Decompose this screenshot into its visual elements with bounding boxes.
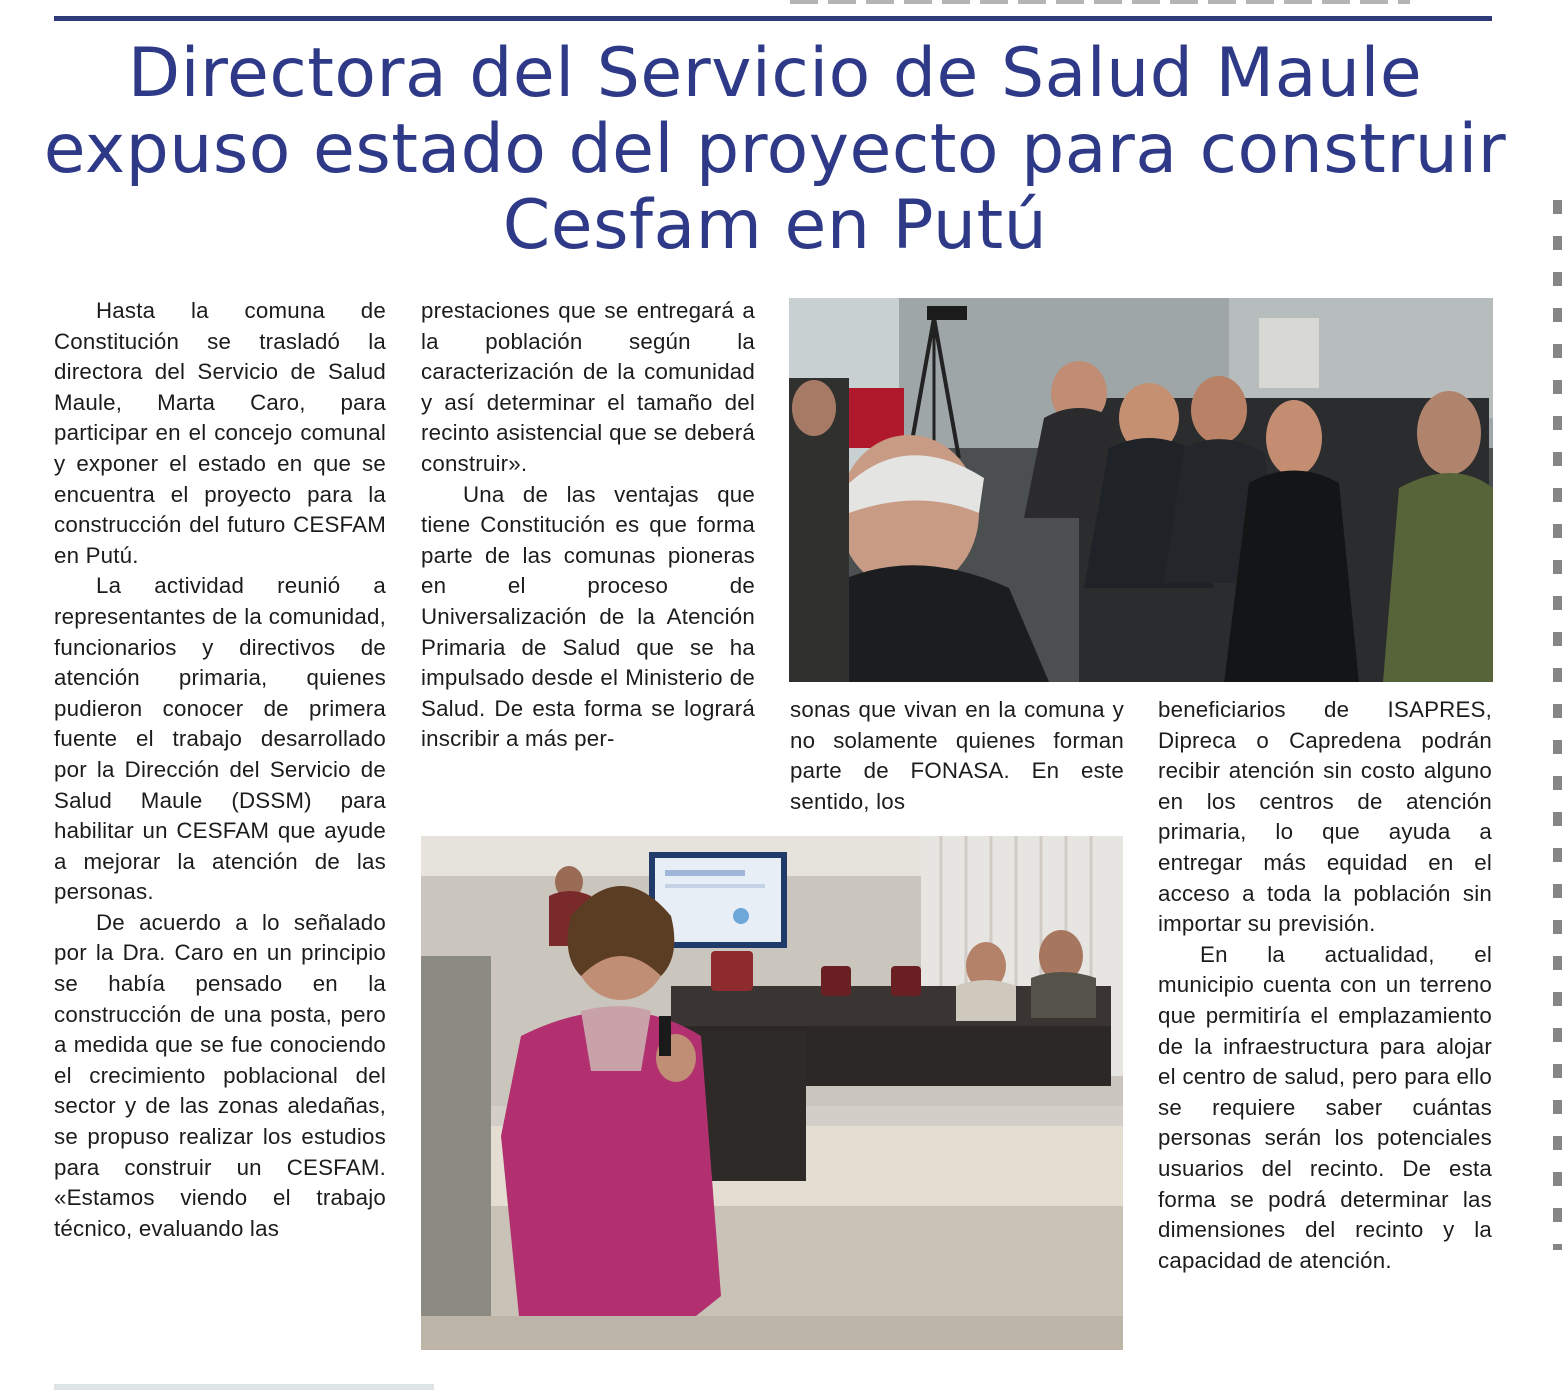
paragraph: Hasta la comuna de Constitución se trasladó la directora del Servicio de Salud Maule, Marta Caro, para participar en el concejo comunal y exponer el estado en que se encuentra el proyecto para la construcción del futuro CESFAM en Putú. — [54, 298, 386, 568]
paragraph: beneficiarios de ISAPRES, Dipreca o Capredena podrán recibir atención sin costo alguno en los centros de atención primaria, lo que ayuda a entregar más equidad en el acceso a toda la población sin importar su previsión. — [1158, 697, 1492, 937]
speaker-photo — [421, 836, 1123, 1350]
column-4 — [1158, 695, 1492, 1276]
column-2 — [421, 296, 755, 755]
speaker-photo-illustration — [421, 836, 1123, 1350]
audience-photo-illustration — [789, 298, 1493, 682]
paragraph: Una de las ventajas que tiene Constitución es que forma parte de las comunas pioneras en el proceso de Universalización de la Atención Primaria de Salud que se ha impulsado desde el Ministerio de Salud. De esta forma se logrará inscribir a más per- — [421, 481, 755, 752]
paragraph: De acuerdo a lo señalado por la Dra. Caro en un principio se había pensado en la construcción de una posta, pero a medida que se fue conociendo el crecimiento poblacional del sector y de las zonas aledañas, se propuso realizar los estudios para construir un CESFAM. «Estamos viendo el trabajo técnico, evaluando las — [54, 909, 386, 1241]
paragraph: En la actualidad, el municipio cuenta con un terreno que permitiría el emplazamiento de la infraestructura para alojar el centro de salud, pero para ello se requiere saber cuántas personas serán los potenciales usuarios del recinto. De esta forma se podrá determinar las dimensiones del recinto y la capacidad de atención. — [1158, 941, 1492, 1273]
paragraph: prestaciones que se entregará a la población según la caracterización de la comunidad y así determinar el tamaño del recinto asistencial que se deberá construir». — [421, 298, 755, 476]
adjacent-page-edge — [1553, 200, 1562, 1250]
column-1 — [54, 296, 386, 1244]
paragraph: sonas que vivan en la comuna y no solamente quienes forman parte de FONASA. En este sentido, los — [790, 697, 1124, 814]
article-headline: Directora del Servicio de Salud Maule expuso estado del proyecto para construir Cesfam en Putú — [43, 34, 1507, 265]
top-rule — [54, 16, 1492, 21]
column-3 — [790, 695, 1124, 817]
paragraph: La actividad reunió a representantes de la comunidad, funcionarios y directivos de atención primaria, quienes pudieron conocer de primera fuente el trabajo desarrollado por la Dirección del Servicio de Salud Maule (DSSM) para habilitar un CESFAM que ayude a mejorar la atención de las personas. — [54, 573, 386, 905]
audience-photo — [789, 298, 1493, 682]
masthead-strip — [790, 0, 1410, 4]
bottom-strip — [54, 1384, 434, 1390]
